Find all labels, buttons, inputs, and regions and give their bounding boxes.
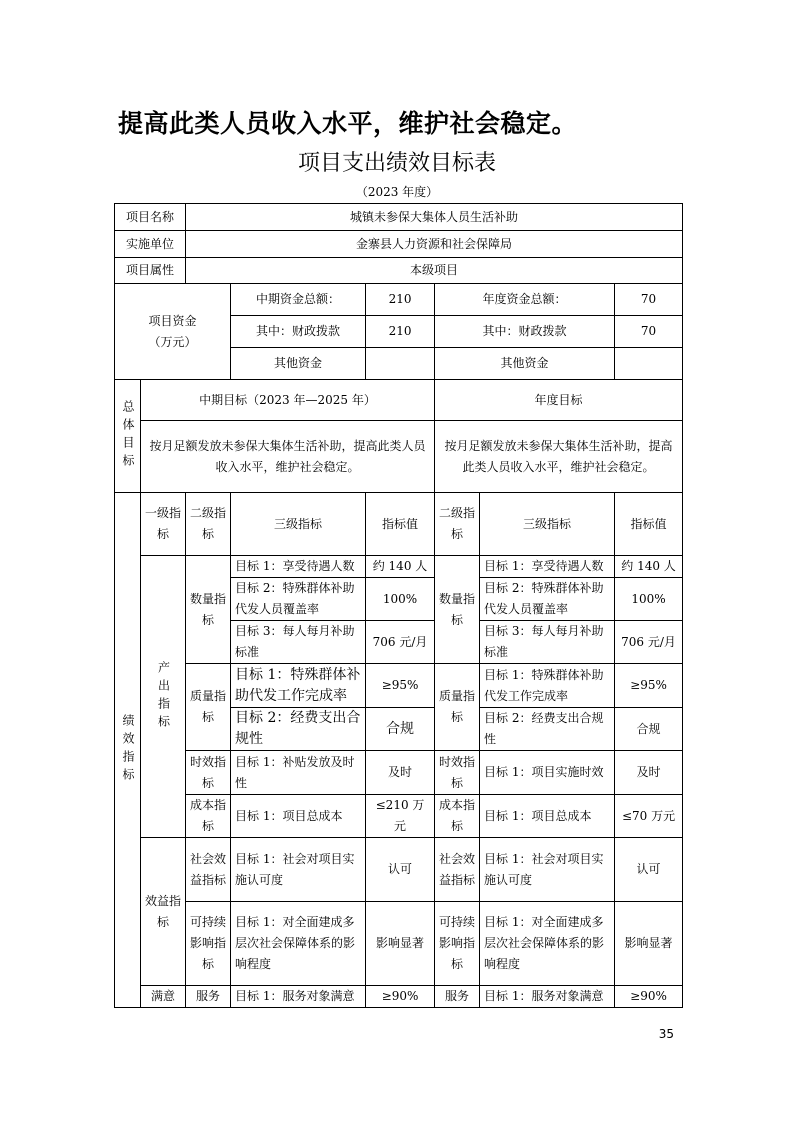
header-level2-mid: 二级指标 (186, 493, 231, 556)
cost-label-year: 成本指标 (435, 795, 480, 838)
mid-total-label: 中期资金总额： (231, 284, 366, 316)
attr-label: 项目属性 (115, 258, 186, 284)
mid-sv1: 目标 1：服务对象满意 (231, 986, 366, 1008)
timeliness-label-year: 时效指标 (435, 751, 480, 795)
year-other-label: 其他资金 (435, 348, 615, 380)
mid-total: 210 (366, 284, 435, 316)
cost-label-mid: 成本指标 (186, 795, 231, 838)
performance-table (114, 203, 683, 1008)
header-level3-year: 三级指标 (480, 493, 615, 556)
header-value-mid: 指标值 (366, 493, 435, 556)
mid-q2: 目标 2：特殊群体补助代发人员覆盖率 (231, 578, 366, 621)
year-ql1: 目标 1：特殊群体补助代发工作完成率 (480, 664, 615, 708)
table-title: 项目支出绩效目标表 (297, 151, 496, 176)
year-sv1-value: ≥90% (615, 986, 683, 1008)
perf-label: 绩效指标 (115, 493, 141, 1008)
quality-label-mid: 质量指标 (186, 664, 231, 751)
output-label: 产出指标 (141, 556, 186, 838)
header-level1: 一级指标 (141, 493, 186, 556)
year-ql2: 目标 2：经费支出合规性 (480, 708, 615, 751)
mid-c1-value: ≤210 万元 (366, 795, 435, 838)
year-q1-value: 约 140 人 (615, 556, 683, 578)
quantity-label-year: 数量指标 (435, 556, 480, 664)
mid-q2-value: 100% (366, 578, 435, 621)
mid-q1: 目标 1：享受待遇人数 (231, 556, 366, 578)
sustain-label-year: 可持续影响指标 (435, 902, 480, 986)
benefit-label: 效益指标 (141, 838, 186, 986)
year-ql1-value: ≥95% (615, 664, 683, 708)
header-value-year: 指标值 (615, 493, 683, 556)
mid-su1-value: 影响显著 (366, 902, 435, 986)
year-t1-value: 及时 (615, 751, 683, 795)
mid-t1: 目标 1：补贴发放及时性 (231, 751, 366, 795)
overall-label: 总体目标 (115, 380, 141, 493)
service-label-year: 服务 (435, 986, 480, 1008)
name-label: 项目名称 (115, 204, 186, 231)
overall-mid-text: 按月足额发放未参保大集体生活补助，提高此类人员收入水平，维护社会稳定。 (141, 421, 435, 493)
mid-c1: 目标 1：项目总成本 (231, 795, 366, 838)
mid-other (366, 348, 435, 380)
mid-ql1: 目标 1：特殊群体补助代发工作完成率 (231, 664, 366, 708)
social-label-year: 社会效益指标 (435, 838, 480, 902)
mid-other-label: 其他资金 (231, 348, 366, 380)
implementing-unit: 金寨县人力资源和社会保障局 (186, 231, 683, 258)
mid-ql2: 目标 2：经费支出合规性 (231, 708, 366, 751)
mid-q3: 目标 3：每人每月补助标准 (231, 621, 366, 664)
project-name: 城镇未参保大集体人员生活补助 (186, 204, 683, 231)
year-q1: 目标 1：享受待遇人数 (480, 556, 615, 578)
header-level3-mid: 三级指标 (231, 493, 366, 556)
quantity-label-mid: 数量指标 (186, 556, 231, 664)
page-number: 35 (658, 1027, 674, 1041)
mid-su1: 目标 1：对全面建成多层次社会保障体系的影响程度 (231, 902, 366, 986)
year-q2-value: 100% (615, 578, 683, 621)
mid-q3-value: 706 元/月 (366, 621, 435, 664)
year-q3: 目标 3：每人每月补助标准 (480, 621, 615, 664)
intro-heading: 提高此类人员收入水平，维护社会稳定。 (118, 109, 578, 138)
mid-ql1-value: ≥95% (366, 664, 435, 708)
funds-label: 项目资金（万元） (115, 284, 231, 380)
overall-mid-header: 中期目标（2023 年—2025 年） (141, 380, 435, 421)
mid-q1-value: 约 140 人 (366, 556, 435, 578)
year-ql2-value: 合规 (615, 708, 683, 751)
year-fiscal-label: 其中：财政拨款 (435, 316, 615, 348)
social-label-mid: 社会效益指标 (186, 838, 231, 902)
project-attribute: 本级项目 (186, 258, 683, 284)
overall-year-text: 按月足额发放未参保大集体生活补助，提高此类人员收入水平，维护社会稳定。 (435, 421, 683, 493)
mid-s1-value: 认可 (366, 838, 435, 902)
year-su1-value: 影响显著 (615, 902, 683, 986)
sustain-label-mid: 可持续影响指标 (186, 902, 231, 986)
mid-t1-value: 及时 (366, 751, 435, 795)
year-sv1: 目标 1：服务对象满意 (480, 986, 615, 1008)
mid-fiscal: 210 (366, 316, 435, 348)
timeliness-label-mid: 时效指标 (186, 751, 231, 795)
year-c1-value: ≤70 万元 (615, 795, 683, 838)
satisfaction-label: 满意 (141, 986, 186, 1008)
mid-sv1-value: ≥90% (366, 986, 435, 1008)
quality-label-year: 质量指标 (435, 664, 480, 751)
year-q2: 目标 2：特殊群体补助代发人员覆盖率 (480, 578, 615, 621)
overall-year-header: 年度目标 (435, 380, 683, 421)
year-total: 70 (615, 284, 683, 316)
year-fiscal: 70 (615, 316, 683, 348)
year-s1-value: 认可 (615, 838, 683, 902)
year-su1: 目标 1：对全面建成多层次社会保障体系的影响程度 (480, 902, 615, 986)
header-level2-year: 二级指标 (435, 493, 480, 556)
mid-ql2-value: 合规 (366, 708, 435, 751)
mid-fiscal-label: 其中：财政拨款 (231, 316, 366, 348)
year-total-label: 年度资金总额： (435, 284, 615, 316)
service-label-mid: 服务 (186, 986, 231, 1008)
year-s1: 目标 1：社会对项目实施认可度 (480, 838, 615, 902)
unit-label: 实施单位 (115, 231, 186, 258)
year-label: （2023 年度） (355, 185, 439, 199)
year-c1: 目标 1：项目总成本 (480, 795, 615, 838)
year-other (615, 348, 683, 380)
mid-s1: 目标 1：社会对项目实施认可度 (231, 838, 366, 902)
year-t1: 目标 1：项目实施时效 (480, 751, 615, 795)
year-q3-value: 706 元/月 (615, 621, 683, 664)
